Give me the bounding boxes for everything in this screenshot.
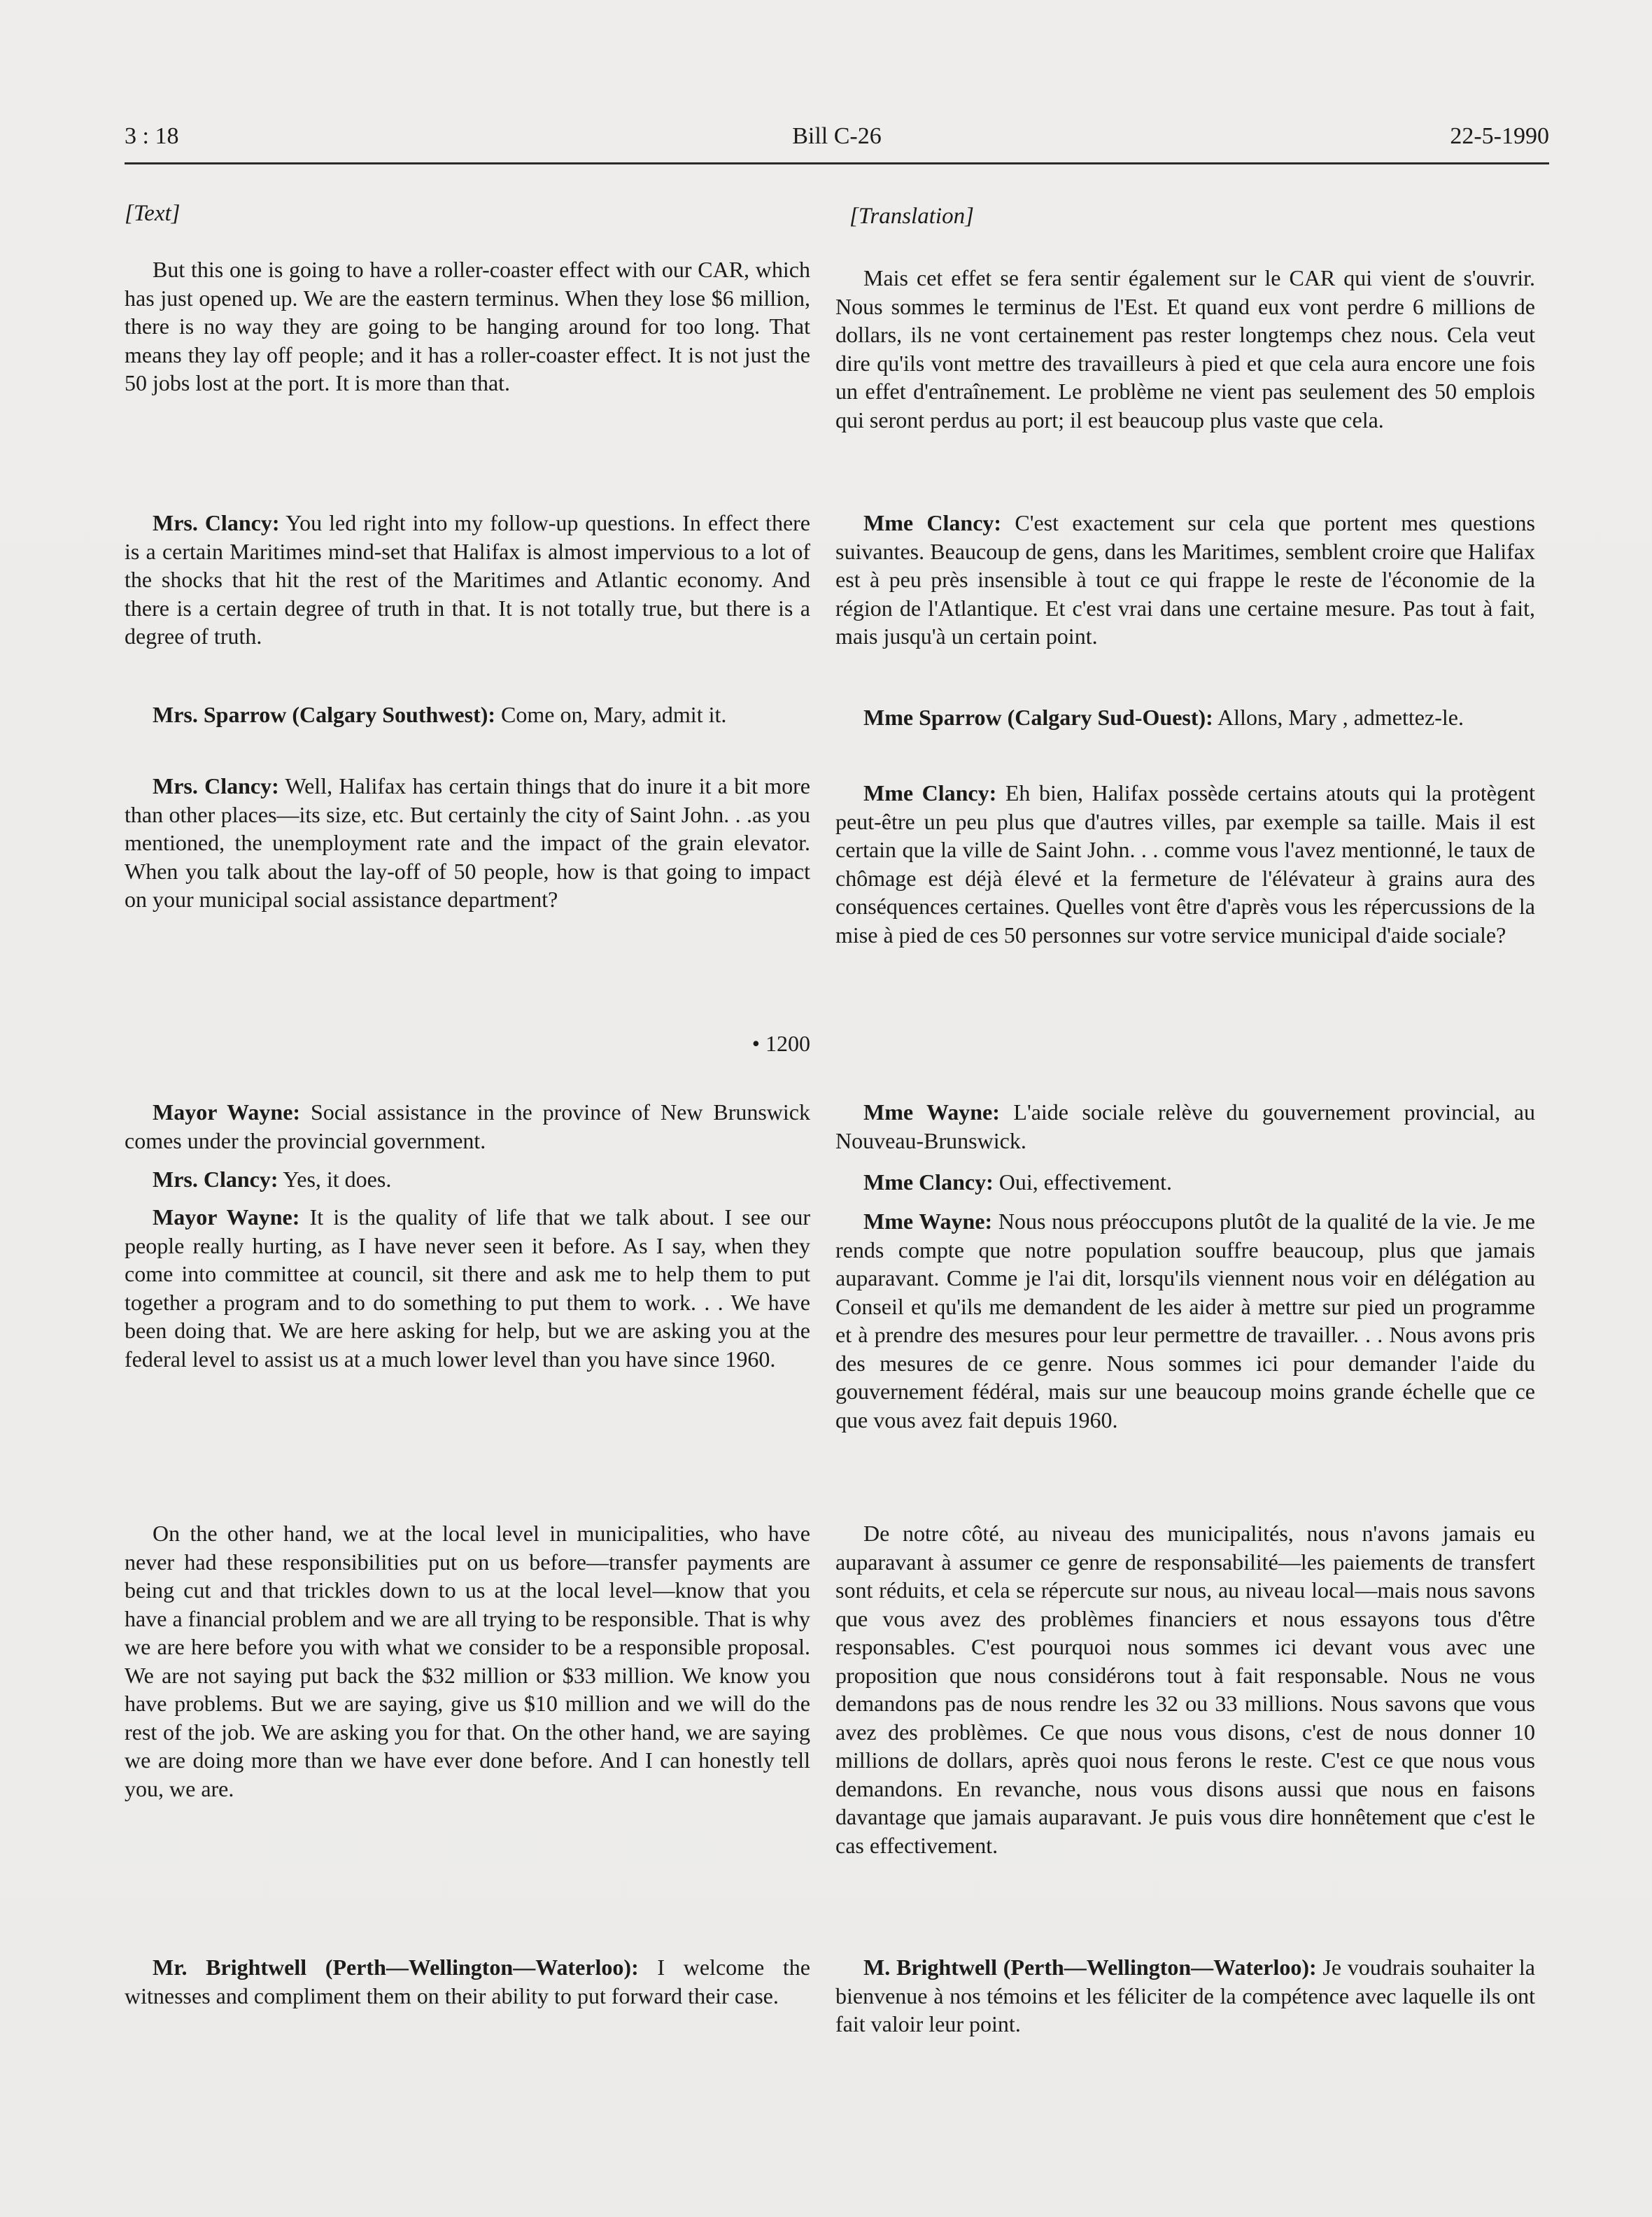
speech-text: Je voudrais souhaiter la bienvenue à nos témoins et les féliciter de la compétence avec laquelle ils ont fait valoir leur point.	[835, 1955, 1535, 2036]
speech-text: C'est exactement sur cela que portent mes questions suivantes. Beaucoup de gens, dans les Maritimes, semblent croire que Halifax est à peu près insensible à tout ce qui frappe le reste de l'économie de la région de l'Atlantique. Et c'est vrai dans une certaine mesure. Pas tout à fait, mais jusqu'à un certain point.	[835, 510, 1536, 649]
speech-text: Yes, it does.	[278, 1167, 392, 1192]
speaker-name: Mme Clancy:	[863, 780, 997, 805]
paragraph-6	[125, 1165, 810, 1194]
column-label-text: [Text]	[125, 201, 181, 226]
paragraph-7	[835, 1207, 1535, 1434]
speech-text: I welcome the witnesses and compliment them on their ability to put forward their case.	[125, 1955, 811, 2008]
paragraph-7	[125, 1203, 810, 1373]
speech-text: You led right into my follow-up questions. In effect there is a certain Maritimes mind-set that Halifax is almost impervious to a lot of the shocks that hit the rest of the Maritimes and Atlantic economy. And there is a certain degree of truth in that. It is not totally true, but there is a degree of truth.	[125, 510, 811, 649]
page-number: 3 : 18	[125, 123, 179, 149]
speaker-name: Mme Clancy:	[863, 510, 1002, 535]
speaker-name: M. Brightwell (Perth—Wellington—Waterloo):	[863, 1955, 1317, 1980]
speaker-name: Mr. Brightwell (Perth—Wellington—Waterloo):	[153, 1955, 639, 1980]
time-marker: • 1200	[751, 1031, 810, 1056]
paragraph-8: On the other hand, we at the local level in municipalities, who have never had these responsibilities put on us before—transfer payments are being cut and that trickles down to us at the local level—know that you have a financial problem and we are all trying to be responsible. That is why we are here before you with what we consider to be a responsible proposal. We are not saying put back the $32 million or $33 million. We know you have problems. But we are saying, give us $10 million and we will do the rest of the job. We are asking you for that. On the other hand, we are saying we are doing more than we have ever done before. And I can honestly tell you, we are.	[125, 1521, 810, 1801]
paragraph-6	[835, 1168, 1535, 1197]
speech-text: Well, Halifax has certain things that do inure it a bit more than other places—its size, etc. But certainly the city of Saint John. . .as you mentioned, the unemployment rate and the impact of the grain elevator. When you talk about the lay-off of 50 people, how is that going to impact on your municipal social assistance department?	[125, 773, 811, 912]
paragraph-5	[835, 1098, 1535, 1155]
speaker-name: Mayor Wayne:	[153, 1099, 301, 1125]
paragraph-3	[125, 701, 810, 729]
speaker-name: Mrs. Sparrow (Calgary Southwest):	[153, 702, 496, 727]
speaker-name: Mrs. Clancy:	[153, 1167, 278, 1192]
header-date: 22-5-1990	[1450, 123, 1549, 149]
column-label-translation: [Translation]	[849, 204, 974, 229]
speech-text: Allons, Mary , admettez-le.	[1213, 705, 1464, 730]
paragraph-1: But this one is going to have a roller-coaster effect with our CAR, which has just opened up. We are the eastern terminus. When they lose $6 million, there is no way they are going to be hanging around for too long. That means they lay off people; and it has a roller-coaster effect. It is not just the 50 jobs lost at the port. It is more than that.	[125, 257, 810, 395]
speech-text: Social assistance in the province of New Brunswick comes under the provincial government.	[125, 1099, 811, 1153]
bill-title: Bill C-26	[792, 123, 882, 149]
paragraph-2	[835, 509, 1535, 651]
speaker-name: Mme Wayne:	[863, 1209, 993, 1234]
paragraph-3	[835, 703, 1535, 732]
speaker-name: Mrs. Clancy:	[153, 773, 279, 798]
paragraph-1: Mais cet effet se fera sentir également sur le CAR qui vient de s'ouvrir. Nous sommes le terminus de l'Est. Et quand eux vont perdre 6 millions de dollars, ils ne vont certainement pas rester longtemps chez nous. Cela veut dire qu'ils vont mettre des travailleurs à pied et que cela aura encore une fois un effet d'entraînement. Le problème ne vient pas seulement des 50 emplois qui seront perdus au port; il est beaucoup plus vaste que cela.	[835, 265, 1535, 432]
speaker-name: Mme Sparrow (Calgary Sud-Ouest):	[863, 705, 1213, 730]
speech-text: L'aide sociale relève du gouvernement provincial, au Nouveau-Brunswick.	[835, 1099, 1536, 1153]
speaker-name: Mrs. Clancy:	[153, 510, 280, 535]
speaker-name: Mayor Wayne:	[153, 1204, 300, 1230]
speech-text: Oui, effectivement.	[993, 1169, 1173, 1195]
paragraph-9	[835, 1953, 1535, 2039]
paragraph-4	[835, 779, 1535, 949]
speech-text: Nous nous préoccupons plutôt de la qualité de la vie. Je me rends compte que notre population souffre beaucoup, plus que jamais auparavant. Comme je l'ai dit, lorsqu'ils viennent nous voir en délégation au Conseil et qu'ils me demandent de les aider à mettre sur pied un programme et à prendre des mesures pour leur permettre de travailler. . . Nous avons pris des mesures de ce genre. Nous sommes ici pour demander l'aide du gouvernement fédéral, mais sur une beaucoup moins grande échelle que ce que vous avez fait depuis 1960.	[835, 1209, 1536, 1433]
speech-text: It is the quality of life that we talk about. I see our people really hurting, as I have never seen it before. As I say, when they come into committee at council, sit there and ask me to help them to put together a program and to do something to put them to work. . . We have been doing that. We are here asking for help, but we are asking you at the federal level to assist us at a much lower level than you have since 1960.	[125, 1204, 811, 1372]
paragraph-8: De notre côté, au niveau des municipalités, nous n'avons jamais eu auparavant à assumer ce genre de responsabilité—les paiements de transfert sont réduits, et cela se répercute sur nous, au niveau local—mais nous savons que vous avez des problèmes financiers et nous essayons tous d'être responsables. C'est pourquoi nous sommes ici devant vous avec une proposition que nous considérons tout à fait responsable. Nous ne vous demandons pas de nous rendre les 32 ou 33 millions. Nous savons que vous avez des problèmes. Ce que nous vous disons, c'est de nous donner 10 millions de dollars, après quoi nous ferons le reste. C'est ce que nous vous demandons. En revanche, nous vous disons aussi que nous en faisons davantage que jamais auparavant. Je puis vous dire honnêtement que c'est le cas effectivement.	[835, 1521, 1535, 1858]
speaker-name: Mme Clancy:	[863, 1169, 994, 1195]
paragraph-2	[125, 509, 810, 651]
paragraph-4	[125, 772, 810, 914]
paragraph-9	[125, 1953, 810, 2010]
speech-text: Eh bien, Halifax possède certains atouts qui la protègent peut-être un peu plus que d'autres villes, par exemple sa taille. Mais il est certain que la ville de Saint John. . . comme vous l'avez mentionné, le taux de chômage est déjà élevé et la fermeture de l'élévateur à grains aura des conséquences certaines. Quelles vont être d'après vous les répercussions de la mise à pied de ces 50 personnes sur votre service municipal d'aide sociale?	[835, 780, 1536, 948]
page-header	[125, 119, 1549, 164]
speech-text: Come on, Mary, admit it.	[495, 702, 727, 727]
speaker-name: Mme Wayne:	[863, 1099, 1000, 1125]
paragraph-5	[125, 1098, 810, 1155]
